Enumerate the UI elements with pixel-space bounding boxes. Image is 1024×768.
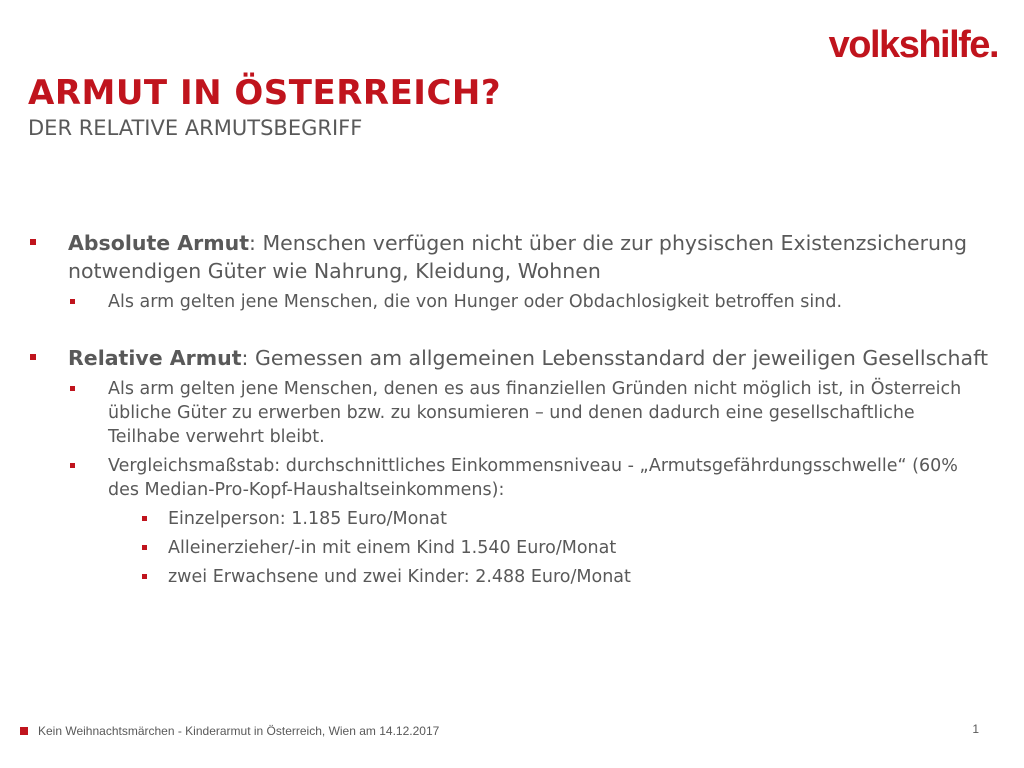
- threshold-item-family: [28, 565, 988, 589]
- threshold-text: Einzelperson: 1.185 Euro/Monat: [168, 509, 447, 529]
- threshold-text: Alleinerzieher/-in mit einem Kind 1.540 Euro/Monat: [168, 538, 617, 558]
- sub-bullet-relative-armut-2: [28, 454, 988, 502]
- sub-bullet-text: Als arm gelten jene Menschen, die von Hunger oder Obdachlosigkeit betroffen sind.: [108, 292, 843, 312]
- slide-content: [28, 229, 988, 589]
- threshold-item-single-parent: [28, 536, 988, 560]
- bullet-relative-armut: [28, 344, 988, 372]
- bullet-square-icon: [70, 463, 75, 468]
- term-relative-armut: Relative Armut: [68, 346, 242, 370]
- bullet-square-icon: [142, 545, 147, 550]
- volkshilfe-logo: volkshilfe.: [828, 24, 998, 66]
- bullet-square-icon: [70, 299, 75, 304]
- footer-square-icon: [20, 727, 28, 735]
- slide-footer: [20, 724, 439, 738]
- slide-title: ARMUT IN ÖSTERREICH?: [28, 73, 502, 113]
- sub-bullet-text: Als arm gelten jene Menschen, denen es aus finanziellen Gründen nicht möglich ist, in Österreich übliche Güter zu erwerben bzw. zu konsumieren – und denen dadurch eine gesellschaftliche Teilhabe verwehrt bleibt.: [108, 379, 962, 447]
- bullet-square-icon: [30, 354, 36, 360]
- definition-absolute-armut: : Menschen verfügen nicht über die zur physischen Existenzsicherung notwendigen Güter wie Nahrung, Kleidung, Wohnen: [68, 231, 968, 283]
- sub-bullet-absolute-armut: [28, 290, 988, 314]
- footer-text: Kein Weihnachtsmärchen - Kinderarmut in Österreich, Wien am 14.12.2017: [38, 724, 440, 738]
- bullet-square-icon: [142, 574, 147, 579]
- bullet-square-icon: [70, 386, 75, 391]
- threshold-item-single: [28, 507, 988, 531]
- bullet-square-icon: [30, 239, 36, 245]
- sub-bullet-text: Vergleichsmaßstab: durchschnittliches Einkommensniveau - „Armutsgefährdungsschwelle“ (60% des Median-Pro-Kopf-Haushaltseinkommens):: [108, 456, 958, 500]
- bullet-square-icon: [142, 516, 147, 521]
- term-absolute-armut: Absolute Armut: [68, 231, 250, 255]
- threshold-text: zwei Erwachsene und zwei Kinder: 2.488 Euro/Monat: [168, 567, 631, 587]
- bullet-absolute-armut: [28, 229, 988, 285]
- sub-bullet-relative-armut-1: [28, 377, 988, 449]
- definition-relative-armut: : Gemessen am allgemeinen Lebensstandard der jeweiligen Gesellschaft: [241, 346, 988, 370]
- slide-subtitle: DER RELATIVE ARMUTSBEGRIFF: [28, 116, 363, 140]
- page-number: 1: [972, 722, 979, 736]
